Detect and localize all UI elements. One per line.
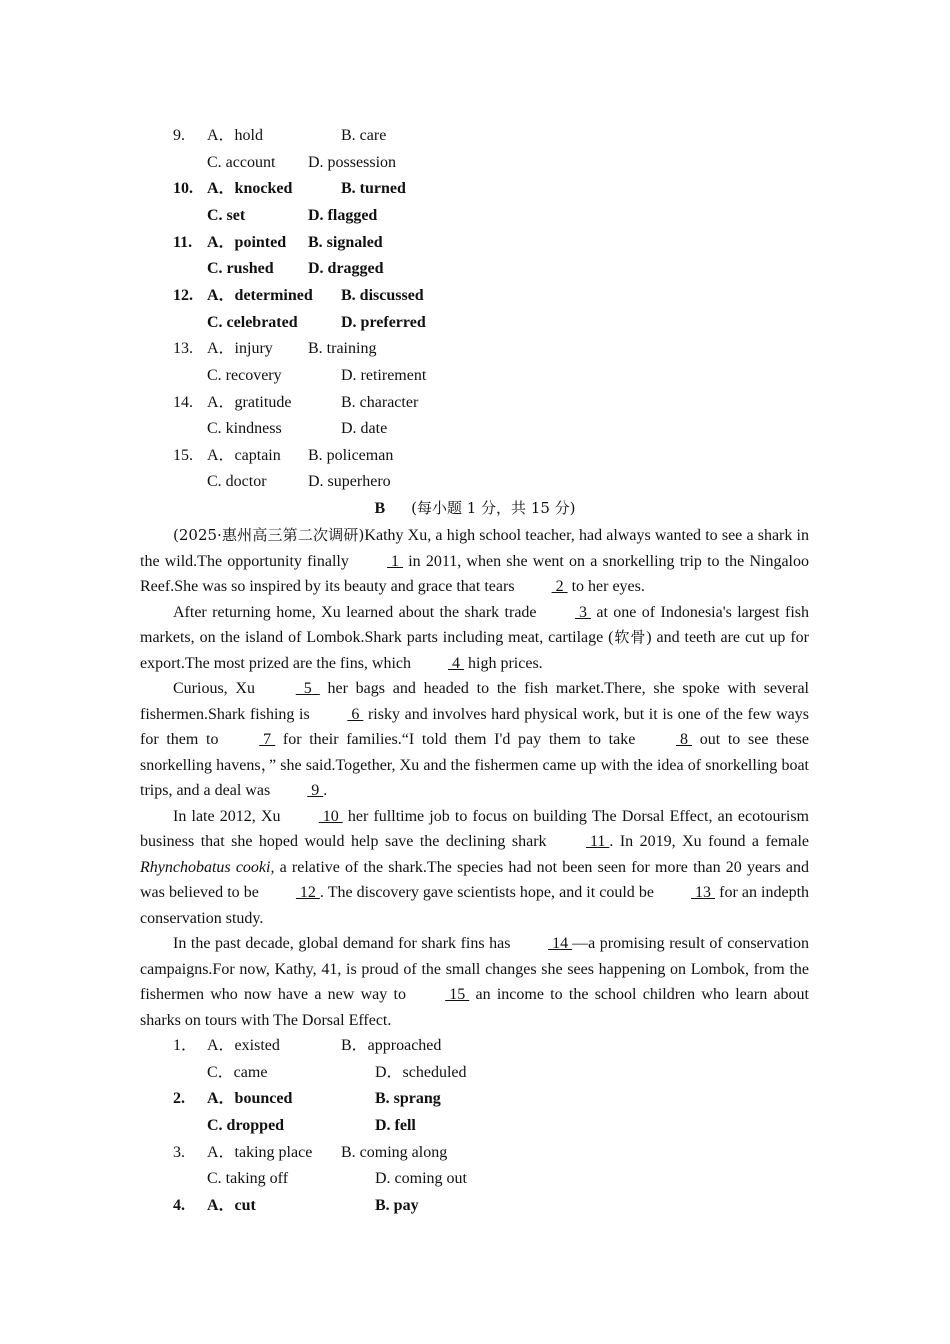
passage-text: In the past decade, global demand for shark fins has	[173, 935, 516, 952]
option-a: A．determined	[207, 287, 313, 304]
passage-gloss: 软骨	[613, 628, 647, 646]
blank-12: 12	[295, 884, 320, 901]
blank-9: 9	[307, 782, 324, 799]
option-d: D. coming out	[375, 1170, 467, 1187]
passage-text: After returning home, Xu learned about the shark trade	[173, 603, 542, 621]
blank-3: 3	[574, 603, 591, 621]
option-a: A．knocked	[207, 180, 293, 197]
option-c: C. account	[207, 154, 276, 171]
option-b: B. turned	[341, 180, 406, 197]
option-b: B. signaled	[308, 234, 383, 251]
option-c: C. taking off	[207, 1170, 289, 1187]
passage-text: high prices.	[464, 654, 543, 672]
question-number: 10.	[173, 180, 193, 197]
question-number: 4.	[173, 1197, 185, 1214]
passage-text: at one of Indonesia's largest fish markets, on the island of Lombok.Shark parts including meat, cartilage (	[140, 603, 809, 646]
paragraph-4	[140, 804, 809, 932]
option-d: D. preferred	[341, 314, 426, 331]
passage-text: —a promising result of conservation campaigns.For now, Kathy, 41, is proud of the small changes she sees happening on Lombok, from the fishermen who now have a new way to	[140, 935, 809, 1003]
option-b: B. care	[341, 127, 387, 144]
passage-text: risky and involves hard physical work, but it is one of the few ways for them to	[140, 705, 809, 748]
option-c: C. doctor	[207, 473, 267, 490]
option-b: B. character	[341, 394, 419, 411]
question-number: 13.	[173, 340, 193, 357]
option-a: A．injury	[207, 340, 273, 357]
option-d: D. superhero	[308, 473, 391, 490]
passage-text: In late 2012, Xu	[173, 807, 286, 825]
passage-text: in 2011, when she went on a snorkelling trip to the Ningaloo Reef.She was so inspired by its beauty and grace that tears	[140, 552, 809, 595]
blank-11: 11	[585, 833, 610, 850]
passage-text: an income to the school children who learn about sharks on tours with The Dorsal Effect.	[140, 986, 809, 1029]
passage-text: . The discovery gave scientists hope, and it could be	[319, 884, 659, 901]
option-c: C. kindness	[207, 420, 282, 437]
paragraph-1	[140, 523, 809, 600]
blank-1: 1	[387, 552, 404, 570]
passage-source: (2025·惠州高三第二次调研)	[173, 526, 365, 544]
question-number: 11.	[173, 234, 193, 251]
paragraph-3	[140, 676, 809, 804]
question-number: 2.	[173, 1090, 185, 1107]
option-d: D. flagged	[308, 207, 378, 224]
blank-14: 14	[548, 935, 573, 952]
question-number: 14.	[173, 394, 193, 411]
question-number: 3.	[173, 1144, 185, 1161]
option-d: D. date	[341, 420, 388, 437]
passage-text: out to see these snorkelling havens，” she said.Together, Xu and the fishermen came up with the idea of snorkelling boat trips, and a deal was	[140, 731, 809, 799]
option-b: B. training	[308, 340, 377, 357]
blank-5: 5	[295, 680, 320, 697]
option-b: B. pay	[375, 1197, 419, 1214]
option-a: A．hold	[207, 127, 264, 144]
question-number: 1．	[173, 1037, 198, 1054]
option-d: D. fell	[375, 1117, 416, 1134]
blank-7: 7	[259, 731, 276, 748]
section-label: B	[374, 500, 386, 517]
option-a: A．pointed	[207, 234, 287, 251]
blank-15: 15	[445, 986, 470, 1003]
option-b: B. discussed	[341, 287, 424, 304]
option-d: D. dragged	[308, 260, 384, 277]
blank-8: 8	[676, 731, 693, 748]
section-heading	[0, 498, 950, 519]
option-a: A．gratitude	[207, 394, 292, 411]
paragraph-5	[140, 931, 809, 1033]
section-note: (每小题 1 分，共 15 分)	[411, 499, 576, 517]
option-c: C. set	[207, 207, 246, 224]
option-a: A．cut	[207, 1197, 256, 1214]
passage-text: a relative of the shark.The species had not been seen for more than 20 years and was believed to be	[140, 858, 810, 901]
passage-text: . In 2019, Xu found a female	[609, 833, 809, 850]
option-c: C. dropped	[207, 1117, 285, 1134]
option-d: D. retirement	[341, 367, 427, 384]
passage-text: Kathy Xu, a high school teacher, had always wanted to see a shark in the wild.The opportunity finally	[140, 527, 810, 570]
option-c: C．came	[207, 1064, 268, 1081]
passage-text: Curious, Xu	[173, 680, 263, 697]
option-a: A．captain	[207, 447, 281, 464]
option-b: B. policeman	[308, 447, 394, 464]
passage	[140, 523, 809, 1033]
blank-13: 13	[691, 884, 716, 901]
passage-text: her fulltime job to focus on building The Dorsal Effect, an ecotourism business that she hoped would help save the declining shark	[140, 807, 809, 850]
blank-2: 2	[551, 578, 568, 595]
species-name: Rhynchobatus cooki,	[140, 858, 275, 876]
passage-text: .	[323, 782, 328, 799]
option-b: B. coming along	[341, 1144, 448, 1161]
blank-10: 10	[318, 807, 343, 825]
question-number: 15.	[173, 447, 193, 464]
option-b: B. sprang	[375, 1090, 441, 1107]
paragraph-2	[140, 600, 809, 677]
option-c: C. rushed	[207, 260, 274, 277]
passage-text: for an indepth conservation study.	[140, 884, 810, 927]
option-a: A．taking place	[207, 1144, 313, 1161]
option-d: D．scheduled	[375, 1064, 467, 1081]
question-number: 12.	[173, 287, 193, 304]
question-number: 9.	[173, 127, 185, 144]
option-c: C. recovery	[207, 367, 282, 384]
blank-6: 6	[347, 705, 364, 723]
blank-4: 4	[448, 654, 465, 672]
option-b: B．approached	[341, 1037, 442, 1054]
option-a: A．existed	[207, 1037, 280, 1054]
passage-text: for their families.“I told them I'd pay them to take	[275, 731, 644, 748]
passage-text: her bags and headed to the fish market.There, she spoke with several fishermen.Shark fishing is	[140, 680, 809, 723]
option-a: A．bounced	[207, 1090, 293, 1107]
passage-text: ) and teeth are cut up for export.The most prized are the fins, which	[140, 629, 809, 672]
option-c: C. celebrated	[207, 314, 298, 331]
passage-text: to her eyes.	[567, 578, 645, 595]
option-d: D. possession	[308, 154, 397, 171]
